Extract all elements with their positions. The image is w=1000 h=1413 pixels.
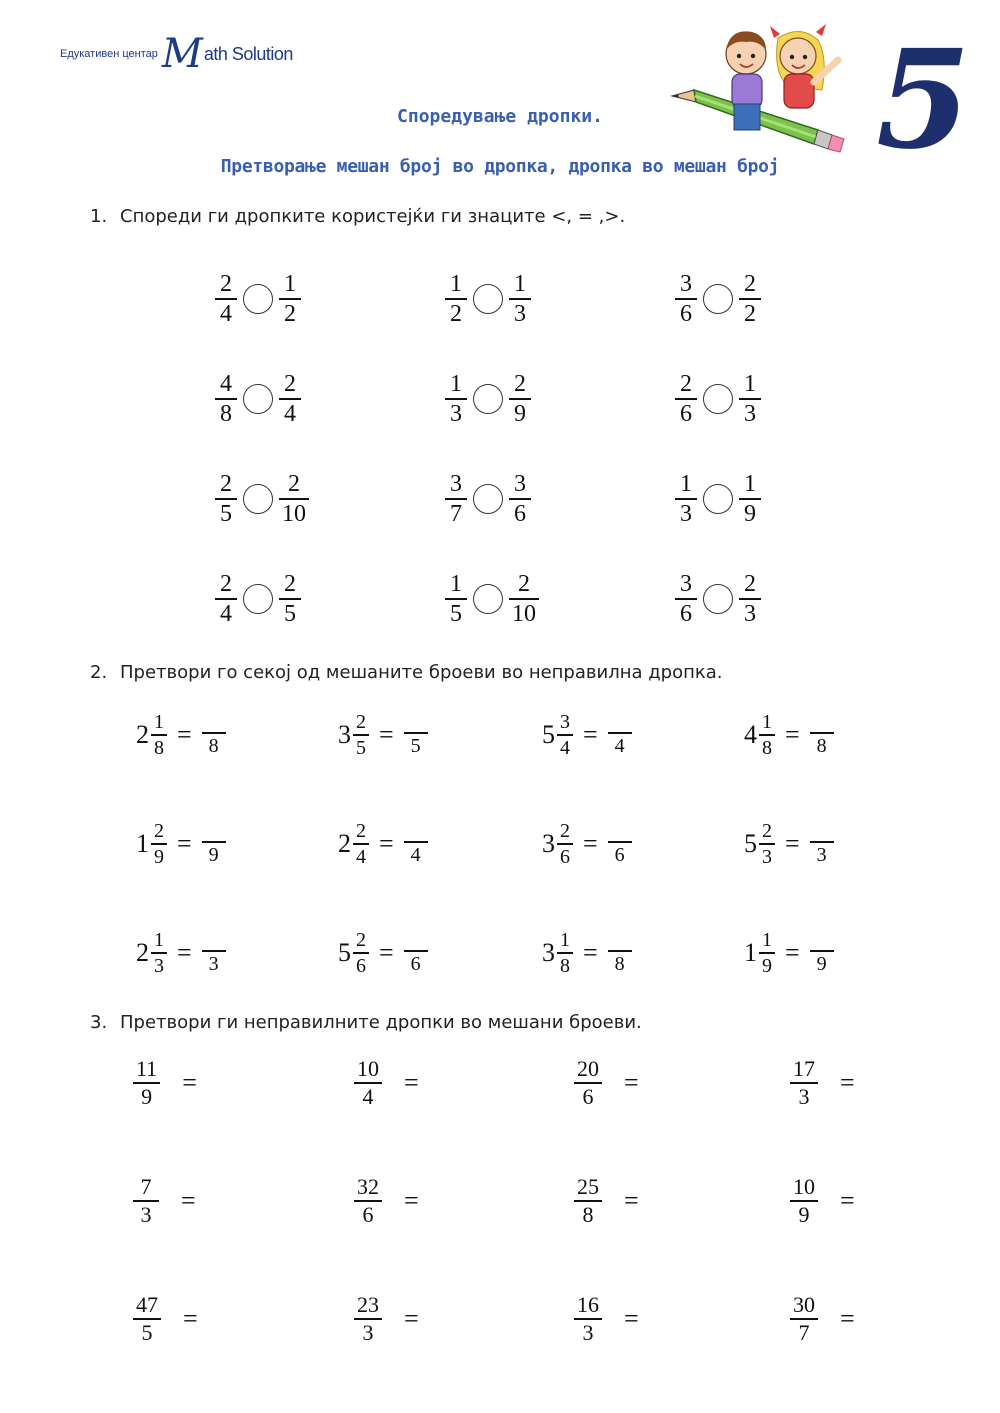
denominator: 4 xyxy=(560,736,570,759)
answer-denominator: 4 xyxy=(614,734,625,757)
numerator: 2 xyxy=(284,571,296,597)
left-fraction xyxy=(675,272,697,326)
right-fraction xyxy=(279,472,309,526)
mixed-number-item xyxy=(542,712,632,758)
answer-denominator: 9 xyxy=(208,843,219,866)
denominator: 4 xyxy=(362,1083,374,1109)
denominator: 3 xyxy=(744,600,756,627)
equals-sign: = xyxy=(840,1185,855,1215)
numerator: 2 xyxy=(680,371,692,397)
comparison-item xyxy=(215,372,301,426)
denominator: 7 xyxy=(450,500,462,527)
denominator: 6 xyxy=(680,300,692,327)
improper-fraction-item xyxy=(574,1294,639,1344)
comparison-circle[interactable] xyxy=(473,584,503,614)
answer-denominator: 6 xyxy=(410,952,421,975)
equals-sign: = xyxy=(583,719,598,749)
denominator: 9 xyxy=(141,1083,153,1109)
numerator: 1 xyxy=(450,371,462,397)
left-fraction xyxy=(445,272,467,326)
denominator: 8 xyxy=(762,736,772,759)
right-fraction xyxy=(509,472,531,526)
right-fraction xyxy=(739,472,761,526)
mixed-number-item xyxy=(744,930,834,976)
comparison-circle[interactable] xyxy=(703,384,733,414)
equals-sign: = xyxy=(583,828,598,858)
numerator: 32 xyxy=(357,1174,379,1199)
equals-sign: = xyxy=(785,828,800,858)
numerator: 2 xyxy=(220,571,232,597)
denominator: 3 xyxy=(762,845,772,868)
numerator: 47 xyxy=(136,1292,158,1317)
numerator: 7 xyxy=(140,1174,152,1199)
denominator: 6 xyxy=(680,400,692,427)
mixed-fraction xyxy=(151,930,167,976)
answer-blank[interactable] xyxy=(404,732,428,756)
answer-blank[interactable] xyxy=(810,950,834,974)
denominator: 4 xyxy=(284,400,296,427)
comparison-item xyxy=(445,472,531,526)
equals-sign: = xyxy=(785,937,800,967)
improper-fraction xyxy=(354,1294,382,1344)
numerator: 2 xyxy=(288,471,300,497)
mixed-number-item xyxy=(542,930,632,976)
whole-number: 1 xyxy=(744,937,757,967)
denominator: 9 xyxy=(154,845,164,868)
right-fraction xyxy=(279,272,301,326)
denominator: 8 xyxy=(560,954,570,977)
improper-fraction-item xyxy=(354,1058,419,1108)
left-fraction xyxy=(215,272,237,326)
improper-fraction xyxy=(354,1176,382,1226)
comparison-circle[interactable] xyxy=(473,484,503,514)
numerator: 3 xyxy=(514,471,526,497)
numerator: 17 xyxy=(793,1056,815,1081)
denominator: 5 xyxy=(450,600,462,627)
mixed-fraction xyxy=(759,712,775,758)
mixed-number-item xyxy=(542,821,632,867)
section3-number: 3. xyxy=(90,1012,108,1033)
improper-fraction xyxy=(354,1058,382,1108)
denominator: 5 xyxy=(141,1319,153,1345)
equals-sign: = xyxy=(840,1067,855,1097)
page-subtitle: Претворање мешан број во дропка, дропка во мешан број xyxy=(220,156,780,177)
comparison-circle[interactable] xyxy=(243,484,273,514)
equals-sign: = xyxy=(404,1067,419,1097)
comparison-item xyxy=(445,272,531,326)
equals-sign: = xyxy=(624,1303,639,1333)
denominator: 6 xyxy=(514,500,526,527)
left-fraction xyxy=(675,572,697,626)
equals-sign: = xyxy=(379,719,394,749)
answer-denominator: 8 xyxy=(614,952,625,975)
section1-number: 1. xyxy=(90,206,108,227)
improper-fraction xyxy=(574,1294,602,1344)
denominator: 4 xyxy=(220,300,232,327)
mixed-fraction xyxy=(151,821,167,867)
numerator: 2 xyxy=(356,711,366,733)
right-fraction xyxy=(279,572,301,626)
equals-sign: = xyxy=(840,1303,855,1333)
numerator: 10 xyxy=(793,1174,815,1199)
mixed-fraction xyxy=(759,930,775,976)
comparison-item xyxy=(445,372,531,426)
mixed-number-item xyxy=(136,930,226,976)
improper-fraction xyxy=(574,1058,602,1108)
improper-fraction xyxy=(133,1176,159,1226)
denominator: 6 xyxy=(356,954,366,977)
improper-fraction-item xyxy=(354,1294,419,1344)
denominator: 6 xyxy=(680,600,692,627)
mixed-number-item xyxy=(136,821,226,867)
denominator: 3 xyxy=(140,1201,152,1227)
logo-m: M xyxy=(161,31,203,77)
improper-fraction-item xyxy=(133,1058,197,1108)
numerator: 30 xyxy=(793,1292,815,1317)
section3-text: Претвори ги неправилните дропки во мешани броеви. xyxy=(120,1012,642,1033)
denominator: 3 xyxy=(362,1319,374,1345)
improper-fraction xyxy=(790,1176,818,1226)
numerator: 2 xyxy=(356,929,366,951)
numerator: 1 xyxy=(560,929,570,951)
mixed-fraction xyxy=(353,930,369,976)
right-fraction xyxy=(279,372,301,426)
denominator: 4 xyxy=(356,845,366,868)
mixed-fraction xyxy=(151,712,167,758)
numerator: 16 xyxy=(577,1292,599,1317)
numerator: 23 xyxy=(357,1292,379,1317)
children-on-pencil-icon xyxy=(668,18,853,158)
answer-denominator: 3 xyxy=(816,843,827,866)
comparison-item xyxy=(675,372,761,426)
denominator: 3 xyxy=(582,1319,594,1345)
improper-fraction xyxy=(133,1058,160,1108)
right-fraction xyxy=(509,272,531,326)
section1-instruction xyxy=(90,206,625,227)
numerator: 1 xyxy=(450,271,462,297)
numerator: 1 xyxy=(744,471,756,497)
answer-blank[interactable] xyxy=(202,950,226,974)
whole-number: 4 xyxy=(744,719,757,749)
denominator: 8 xyxy=(154,736,164,759)
whole-number: 2 xyxy=(338,828,351,858)
logo-prefix: Едукативен центар xyxy=(60,48,158,60)
section2-number: 2. xyxy=(90,662,108,683)
answer-denominator: 6 xyxy=(614,843,625,866)
mixed-fraction xyxy=(557,712,573,758)
comparison-circle[interactable] xyxy=(703,584,733,614)
numerator: 1 xyxy=(154,711,164,733)
right-fraction xyxy=(509,572,539,626)
improper-fraction xyxy=(790,1294,818,1344)
comparison-item xyxy=(215,472,309,526)
answer-blank[interactable] xyxy=(810,732,834,756)
answer-denominator: 8 xyxy=(816,734,827,757)
answer-blank[interactable] xyxy=(608,841,632,865)
comparison-item xyxy=(675,272,761,326)
right-fraction xyxy=(739,272,761,326)
section2-text: Претвори го секој од мешаните броеви во неправилна дропка. xyxy=(120,662,723,683)
numerator: 3 xyxy=(450,471,462,497)
denominator: 9 xyxy=(514,400,526,427)
equals-sign: = xyxy=(379,937,394,967)
mixed-fraction xyxy=(759,821,775,867)
mixed-number-item xyxy=(744,821,834,867)
right-fraction xyxy=(509,372,531,426)
denominator: 10 xyxy=(512,600,536,627)
numerator: 2 xyxy=(560,820,570,842)
numerator: 1 xyxy=(762,929,772,951)
grade-number: 5 xyxy=(876,20,971,180)
denominator: 3 xyxy=(450,400,462,427)
equals-sign: = xyxy=(181,1185,196,1215)
improper-fraction xyxy=(574,1176,602,1226)
mixed-fraction xyxy=(353,821,369,867)
equals-sign: = xyxy=(177,828,192,858)
mixed-fraction xyxy=(353,712,369,758)
denominator: 3 xyxy=(744,400,756,427)
denominator: 3 xyxy=(154,954,164,977)
left-fraction xyxy=(445,472,467,526)
mixed-fraction xyxy=(557,821,573,867)
equals-sign: = xyxy=(177,719,192,749)
section2-instruction xyxy=(90,662,723,683)
numerator: 1 xyxy=(762,711,772,733)
answer-blank[interactable] xyxy=(608,732,632,756)
left-fraction xyxy=(675,372,697,426)
answer-denominator: 5 xyxy=(410,734,421,757)
improper-fraction-item xyxy=(790,1176,855,1226)
denominator: 2 xyxy=(744,300,756,327)
left-fraction xyxy=(215,372,237,426)
right-fraction xyxy=(739,372,761,426)
answer-blank[interactable] xyxy=(404,950,428,974)
mixed-number-item xyxy=(136,712,226,758)
improper-fraction-item xyxy=(790,1294,855,1344)
numerator: 25 xyxy=(577,1174,599,1199)
whole-number: 2 xyxy=(136,937,149,967)
section3-instruction xyxy=(90,1012,642,1033)
mixed-number-item xyxy=(338,930,428,976)
right-fraction xyxy=(739,572,761,626)
equals-sign: = xyxy=(583,937,598,967)
numerator: 4 xyxy=(220,371,232,397)
comparison-circle[interactable] xyxy=(703,484,733,514)
improper-fraction-item xyxy=(133,1294,198,1344)
answer-denominator: 8 xyxy=(208,734,219,757)
answer-denominator: 3 xyxy=(208,952,219,975)
denominator: 2 xyxy=(284,300,296,327)
numerator: 2 xyxy=(284,371,296,397)
numerator: 2 xyxy=(220,471,232,497)
numerator: 1 xyxy=(680,471,692,497)
numerator: 2 xyxy=(744,271,756,297)
numerator: 3 xyxy=(680,271,692,297)
section1-text: Спореди ги дропките користејќи ги знаците <, = ,>. xyxy=(120,206,626,227)
improper-fraction xyxy=(790,1058,818,1108)
denominator: 5 xyxy=(356,736,366,759)
numerator: 1 xyxy=(284,271,296,297)
improper-fraction-item xyxy=(790,1058,855,1108)
equals-sign: = xyxy=(624,1067,639,1097)
improper-fraction-item xyxy=(574,1058,639,1108)
whole-number: 5 xyxy=(338,937,351,967)
answer-blank[interactable] xyxy=(608,950,632,974)
numerator: 2 xyxy=(220,271,232,297)
equals-sign: = xyxy=(379,828,394,858)
comparison-circle[interactable] xyxy=(243,584,273,614)
comparison-circle[interactable] xyxy=(473,284,503,314)
left-fraction xyxy=(215,472,237,526)
mixed-number-item xyxy=(744,712,834,758)
comparison-circle[interactable] xyxy=(243,384,273,414)
numerator: 2 xyxy=(514,371,526,397)
numerator: 10 xyxy=(357,1056,379,1081)
numerator: 2 xyxy=(518,571,530,597)
logo-text: ath Solution xyxy=(203,43,293,64)
denominator: 3 xyxy=(798,1083,810,1109)
numerator: 2 xyxy=(744,571,756,597)
comparison-item xyxy=(675,472,761,526)
denominator: 5 xyxy=(220,500,232,527)
denominator: 6 xyxy=(582,1083,594,1109)
mixed-fraction xyxy=(557,930,573,976)
answer-denominator: 4 xyxy=(410,843,421,866)
denominator: 9 xyxy=(744,500,756,527)
left-fraction xyxy=(215,572,237,626)
left-fraction xyxy=(445,372,467,426)
numerator: 20 xyxy=(577,1056,599,1081)
mixed-number-item xyxy=(338,821,428,867)
numerator: 3 xyxy=(680,571,692,597)
denominator: 2 xyxy=(450,300,462,327)
numerator: 2 xyxy=(762,820,772,842)
answer-blank[interactable] xyxy=(810,841,834,865)
denominator: 6 xyxy=(560,845,570,868)
whole-number: 1 xyxy=(136,828,149,858)
comparison-item xyxy=(675,572,761,626)
logo xyxy=(60,31,293,77)
equals-sign: = xyxy=(177,937,192,967)
denominator: 9 xyxy=(798,1201,810,1227)
whole-number: 3 xyxy=(338,719,351,749)
comparison-item xyxy=(215,572,301,626)
denominator: 10 xyxy=(282,500,306,527)
denominator: 7 xyxy=(798,1319,810,1345)
improper-fraction-item xyxy=(133,1176,196,1226)
answer-blank[interactable] xyxy=(404,841,428,865)
answer-blank[interactable] xyxy=(202,841,226,865)
answer-denominator: 9 xyxy=(816,952,827,975)
numerator: 1 xyxy=(744,371,756,397)
whole-number: 5 xyxy=(542,719,555,749)
answer-blank[interactable] xyxy=(202,732,226,756)
numerator: 2 xyxy=(154,820,164,842)
equals-sign: = xyxy=(624,1185,639,1215)
numerator: 1 xyxy=(154,929,164,951)
comparison-item xyxy=(445,572,539,626)
denominator: 9 xyxy=(762,954,772,977)
numerator: 1 xyxy=(450,571,462,597)
page-title: Споредување дропки. xyxy=(397,106,603,127)
denominator: 3 xyxy=(680,500,692,527)
denominator: 8 xyxy=(582,1201,594,1227)
numerator: 1 xyxy=(514,271,526,297)
numerator: 11 xyxy=(136,1056,158,1081)
comparison-circle[interactable] xyxy=(473,384,503,414)
numerator: 2 xyxy=(356,820,366,842)
whole-number: 3 xyxy=(542,937,555,967)
equals-sign: = xyxy=(183,1303,198,1333)
left-fraction xyxy=(675,472,697,526)
equals-sign: = xyxy=(404,1303,419,1333)
denominator: 3 xyxy=(514,300,526,327)
equals-sign: = xyxy=(785,719,800,749)
denominator: 4 xyxy=(220,600,232,627)
comparison-circle[interactable] xyxy=(243,284,273,314)
denominator: 8 xyxy=(220,400,232,427)
improper-fraction-item xyxy=(574,1176,639,1226)
numerator: 3 xyxy=(560,711,570,733)
whole-number: 5 xyxy=(744,828,757,858)
improper-fraction xyxy=(133,1294,161,1344)
equals-sign: = xyxy=(182,1067,197,1097)
whole-number: 2 xyxy=(136,719,149,749)
comparison-item xyxy=(215,272,301,326)
comparison-circle[interactable] xyxy=(703,284,733,314)
left-fraction xyxy=(445,572,467,626)
denominator: 5 xyxy=(284,600,296,627)
equals-sign: = xyxy=(404,1185,419,1215)
improper-fraction-item xyxy=(354,1176,419,1226)
whole-number: 3 xyxy=(542,828,555,858)
denominator: 6 xyxy=(362,1201,374,1227)
mixed-number-item xyxy=(338,712,428,758)
